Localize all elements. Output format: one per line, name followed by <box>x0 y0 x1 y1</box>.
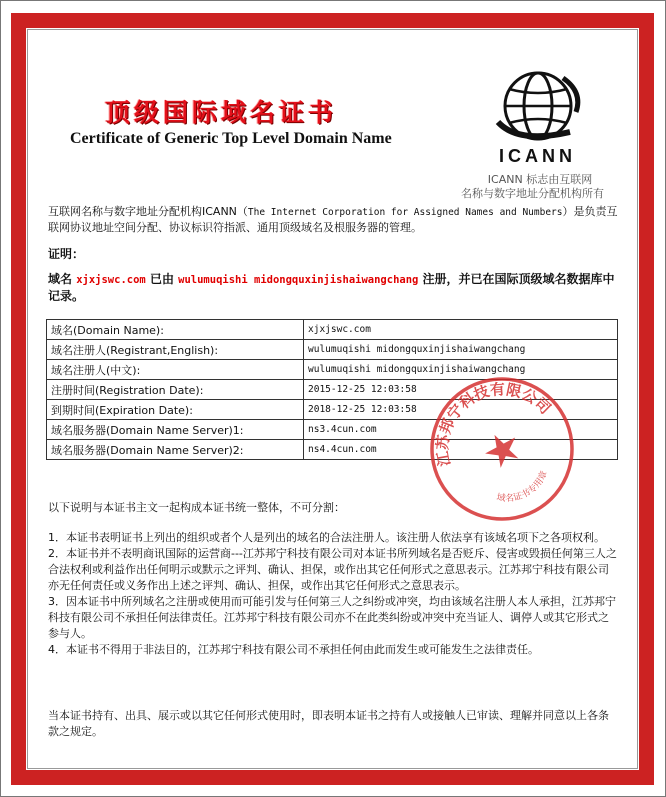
terms-lead: 以下说明与本证书主文一起构成本证书统一整体，不可分割： <box>48 501 345 514</box>
row-value: 2018-12-25 12:03:58 <box>304 400 618 420</box>
row-value: wulumuqishi midongquxinjishaiwangchang <box>304 340 618 360</box>
row-label: 到期时间(Expiration Date): <box>47 400 304 420</box>
terms-item: 4．本证书不得用于非法目的，江苏邦宁科技有限公司不承担任何由此而发生或可能发生之法律责任。 <box>48 643 539 656</box>
row-label: 域名服务器(Domain Name Server)1: <box>47 420 304 440</box>
row-label: 注册时间(Registration Date): <box>47 380 304 400</box>
terms-item: 2．本证书并不表明商讯国际的运营商---江苏邦宁科技有限公司对本证书所列域名是否贬斥、侵害或毁损任何第三人之合法权利或利益作出任何明示或默示之评判、确认、担保，或作出其它任何形式之意思表示。江苏邦宁科技有限公司亦无任何责任或义务作出上述之评判、确认、担保，或作出其它任何形式之意思表示。 <box>48 547 617 592</box>
icann-wordmark: ICANN <box>499 146 576 166</box>
row-value: ns4.4cun.com <box>304 440 618 460</box>
statement-domain: xjxjswc.com <box>76 274 146 286</box>
row-label: 域名注册人(中文): <box>47 360 304 380</box>
intro-text-part1: 互联网名称与数字地址分配机构ICANN（ <box>48 205 248 218</box>
row-label: 域名服务器(Domain Name Server)2: <box>47 440 304 460</box>
row-label: 域名注册人(Registrant,English): <box>47 340 304 360</box>
certificate-title-chinese: 顶级国际域名证书 <box>105 98 338 127</box>
certificate-title-english: Certificate of Generic Top Level Domain Name <box>70 130 392 147</box>
seal-purpose-text: 域名证书专用章 <box>495 469 551 505</box>
certification-statement <box>48 271 618 304</box>
intro-paragraph <box>48 204 618 235</box>
logo-caption-line2: 名称与数字地址分配机构所有 <box>461 187 604 200</box>
row-value: 2015-12-25 12:03:58 <box>304 380 618 400</box>
statement-suffix: 注册，并已在国际顶级域名数据库中记录。 <box>48 272 615 303</box>
statement-registrant: wulumuqishi midongquxinjishaiwangchang <box>178 274 419 286</box>
row-value: wulumuqishi midongquxinjishaiwangchang <box>304 360 618 380</box>
table-row <box>47 320 618 340</box>
statement-prefix: 域名 <box>48 272 73 286</box>
row-value: ns3.4cun.com <box>304 420 618 440</box>
proof-label: 证明： <box>48 247 85 261</box>
row-value: xjxjswc.com <box>304 320 618 340</box>
row-label: 域名(Domain Name): <box>47 320 304 340</box>
statement-middle: 已由 <box>149 272 174 286</box>
logo-caption-line1: ICANN 标志由互联网 <box>487 173 593 186</box>
terms-item: 3．因本证书中所列域名之注册或使用而可能引发与任何第三人之纠纷或冲突，均由该域名注册人本人承担，江苏邦宁科技有限公司不承担任何法律责任。江苏邦宁科技有限公司亦不在此类纠纷或冲突中充当证人、调停人或其它形式之参与人。 <box>48 595 616 640</box>
terms-item: 1．本证书表明证书上列出的组织或者个人是列出的域名的合法注册人。该注册人依法享有该域名项下之各项权利。 <box>48 531 605 544</box>
intro-org-english: The Internet Corporation for Assigned Names and Numbers <box>247 207 563 218</box>
seal-company-text: 江苏邦宁科技有限公司 <box>433 380 555 468</box>
closing-paragraph: 当本证书持有、出具、展示或以其它任何形式使用时，即表明本证书之持有人或接触人已审读、理解并同意以上各条款之规定。 <box>48 709 609 738</box>
intro-text-part2: ）是负责互联网协议地址空间分配、协议标识符指派、通用顶级域名及根服务器的管理。 <box>48 205 618 234</box>
terms-section <box>48 500 618 658</box>
table-row <box>47 340 618 360</box>
